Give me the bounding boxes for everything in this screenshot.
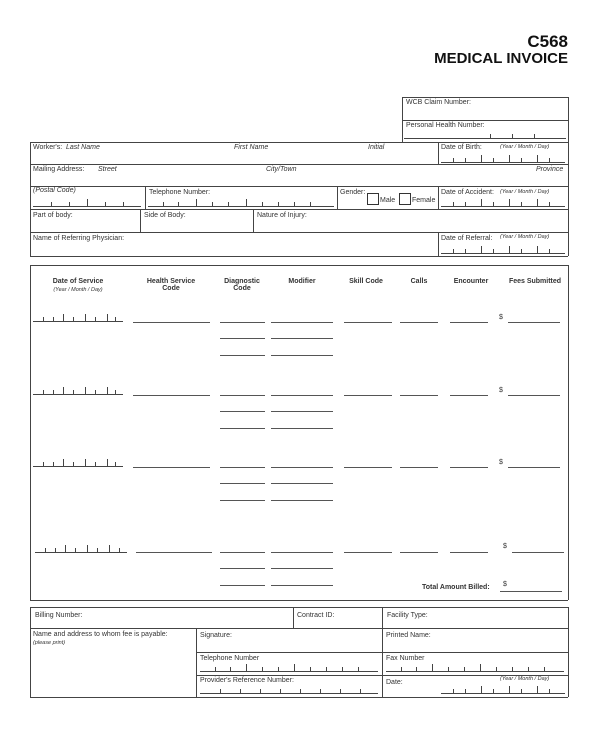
phn-field[interactable]	[404, 131, 566, 139]
billing-number-field[interactable]	[32, 620, 290, 627]
diagnostic-code-field[interactable]	[220, 568, 265, 569]
signature-label: Signature:	[200, 632, 232, 639]
payee-label: Name and address to whom fee is payable:	[33, 631, 168, 638]
form-number: C568	[527, 32, 568, 51]
payee-sublabel: (please print)	[33, 640, 66, 646]
dollar-sign: $	[499, 387, 503, 394]
wcb-claim-field[interactable]	[404, 108, 566, 119]
facility-type-field[interactable]	[384, 620, 566, 627]
diagnostic-code-field[interactable]	[220, 355, 265, 356]
mailing-address-label: Mailing Address:	[33, 166, 85, 173]
encounter-field[interactable]	[450, 552, 488, 553]
diagnostic-code-field[interactable]	[220, 552, 265, 553]
encounter-field[interactable]	[450, 467, 488, 468]
payee-field[interactable]	[32, 650, 194, 695]
col-date-of-service: Date of Service (Year / Month / Day)	[52, 278, 104, 293]
contract-id-label: Contract ID:	[297, 612, 335, 619]
side-of-body-field[interactable]	[142, 221, 252, 231]
postal-code-field[interactable]	[33, 199, 141, 207]
dob-label: Date of Birth:	[441, 144, 482, 151]
modifier-field[interactable]	[271, 467, 333, 468]
worker-name-field[interactable]	[32, 153, 436, 163]
modifier-field[interactable]	[271, 585, 333, 586]
part-of-body-label: Part of body:	[33, 212, 73, 219]
provider-reference-field[interactable]	[200, 686, 378, 694]
dollar-sign: $	[499, 459, 503, 466]
wcb-claim-label: WCB Claim Number:	[406, 99, 471, 106]
dollar-sign: $	[499, 314, 503, 321]
modifier-field[interactable]	[271, 483, 333, 484]
modifier-field[interactable]	[271, 500, 333, 501]
service-date-field[interactable]	[33, 387, 123, 395]
modifier-field[interactable]	[271, 428, 333, 429]
referral-date-format: (Year / Month / Day)	[500, 234, 550, 240]
dollar-sign: $	[503, 543, 507, 550]
accident-date-format: (Year / Month / Day)	[500, 189, 550, 195]
modifier-field[interactable]	[271, 395, 333, 396]
service-date-field[interactable]	[33, 314, 123, 322]
total-amount-label: Total Amount Billed:	[422, 584, 490, 591]
contract-id-field[interactable]	[295, 620, 380, 627]
fax-number-field[interactable]	[386, 664, 564, 672]
modifier-field[interactable]	[271, 552, 333, 553]
printed-name-field[interactable]	[384, 641, 566, 651]
service-date-field[interactable]	[33, 459, 123, 467]
diagnostic-code-field[interactable]	[220, 585, 265, 586]
col-fees-submitted: Fees Submitted	[508, 278, 562, 285]
col-diagnostic-code: Diagnostic Code	[224, 278, 260, 292]
diagnostic-code-field[interactable]	[220, 395, 265, 396]
modifier-field[interactable]	[271, 355, 333, 356]
col-encounter: Encounter	[453, 278, 489, 285]
part-of-body-field[interactable]	[32, 221, 138, 231]
phn-label: Personal Health Number:	[406, 122, 485, 129]
referring-physician-label: Name of Referring Physician:	[33, 235, 125, 242]
first-name-label: First Name	[234, 144, 269, 151]
date-format: (Year / Month / Day)	[500, 676, 550, 682]
modifier-field[interactable]	[271, 338, 333, 339]
col-skill-code: Skill Code	[349, 278, 383, 285]
accident-date-field[interactable]	[441, 199, 565, 207]
billing-number-label: Billing Number:	[35, 612, 83, 619]
nature-of-injury-field[interactable]	[255, 221, 566, 231]
health-service-code-field[interactable]	[136, 552, 212, 553]
printed-name-label: Printed Name:	[386, 632, 431, 639]
referral-date-field[interactable]	[441, 246, 565, 254]
date-label: Date:	[386, 679, 403, 686]
fee-field[interactable]	[508, 467, 560, 468]
last-name-label: Last Name	[66, 144, 100, 151]
gender-female-label: Female	[412, 197, 436, 204]
modifier-field[interactable]	[271, 568, 333, 569]
col-modifier: Modifier	[288, 278, 316, 285]
telephone-number-field[interactable]	[200, 664, 378, 672]
service-date-field[interactable]	[35, 545, 127, 553]
mailing-address-field[interactable]	[32, 175, 566, 185]
diagnostic-code-field[interactable]	[220, 483, 265, 484]
diagnostic-code-field[interactable]	[220, 338, 265, 339]
calls-field[interactable]	[400, 322, 438, 323]
date-field[interactable]	[441, 686, 565, 694]
diagnostic-code-field[interactable]	[220, 428, 265, 429]
fee-field[interactable]	[508, 322, 560, 323]
calls-field[interactable]	[400, 467, 438, 468]
health-service-code-field[interactable]	[133, 395, 210, 396]
diagnostic-code-field[interactable]	[220, 322, 265, 323]
skill-code-field[interactable]	[344, 552, 392, 553]
diagnostic-code-field[interactable]	[220, 500, 265, 501]
dollar-sign: $	[503, 581, 507, 588]
col-calls: Calls	[410, 278, 428, 285]
nature-of-injury-label: Nature of Injury:	[257, 212, 307, 219]
worker-label: Worker's:	[33, 144, 63, 151]
calls-field[interactable]	[400, 395, 438, 396]
dob-field[interactable]	[441, 155, 565, 163]
initial-label: Initial	[368, 144, 385, 151]
col-health-service-code: Health Service Code	[146, 278, 196, 292]
encounter-field[interactable]	[450, 395, 488, 396]
page-title: MEDICAL INVOICE	[434, 50, 568, 67]
referring-physician-field[interactable]	[32, 244, 436, 254]
referral-date-label: Date of Referral:	[441, 235, 493, 242]
accident-date-label: Date of Accident:	[441, 189, 494, 196]
fee-field[interactable]	[512, 552, 564, 553]
facility-type-label: Facility Type:	[387, 612, 428, 619]
gender-male-label: Male	[380, 197, 396, 204]
city-label: City/Town	[266, 166, 297, 173]
modifier-field[interactable]	[271, 411, 333, 412]
total-amount-field[interactable]	[500, 591, 562, 592]
telephone-label: Telephone Number:	[149, 189, 211, 196]
gender-female-checkbox[interactable]	[399, 193, 411, 205]
calls-field[interactable]	[400, 552, 438, 553]
provider-reference-label: Provider's Reference Number:	[200, 677, 294, 684]
skill-code-field[interactable]	[344, 467, 392, 468]
province-label: Province	[536, 166, 564, 173]
fax-number-label: Fax Number	[386, 655, 425, 662]
diagnostic-code-field[interactable]	[220, 411, 265, 412]
side-of-body-label: Side of Body:	[144, 212, 186, 219]
modifier-field[interactable]	[271, 322, 333, 323]
health-service-code-field[interactable]	[133, 322, 210, 323]
telephone-number-label: Telephone Number	[200, 655, 260, 662]
fee-field[interactable]	[508, 395, 560, 396]
street-label: Street	[98, 166, 117, 173]
signature-field[interactable]	[198, 641, 380, 651]
skill-code-field[interactable]	[344, 395, 392, 396]
encounter-field[interactable]	[450, 322, 488, 323]
skill-code-field[interactable]	[344, 322, 392, 323]
dob-format: (Year / Month / Day)	[500, 144, 550, 150]
gender-label: Gender:	[340, 189, 366, 196]
health-service-code-field[interactable]	[133, 467, 210, 468]
diagnostic-code-field[interactable]	[220, 467, 265, 468]
telephone-field[interactable]	[148, 199, 334, 207]
gender-male-checkbox[interactable]	[367, 193, 379, 205]
postal-code-label: (Postal Code)	[33, 187, 76, 194]
